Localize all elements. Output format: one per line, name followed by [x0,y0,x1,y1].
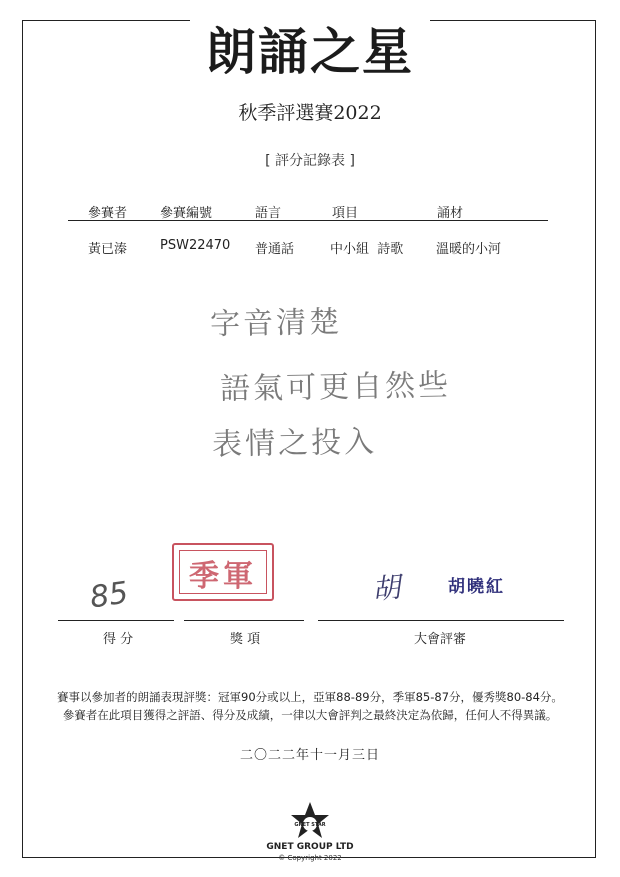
column-header-contestant: 參賽者 [88,206,128,221]
star-logo-icon [289,800,331,842]
contestant-name: 黃已溱 [88,242,128,257]
event-subtitle: 秋季評選賽2022 [238,102,382,124]
handwritten-score: 85 [87,575,131,616]
award-line [184,620,304,621]
category-value: 中小組 詩歌 [330,242,404,257]
company-name: GNET GROUP LTD [266,842,354,852]
judge-label: 大會評審 [414,632,467,647]
form-title: [ 評分記錄表 ] [265,153,355,169]
judge-name-seal: 胡曉紅 [448,577,505,597]
award-label: 獎 項 [230,632,261,647]
score-label: 得 分 [103,632,134,647]
issue-date: 二〇二二年十一月三日 [239,748,380,763]
language-value: 普通話 [255,242,295,257]
logo-text: GNET STAR [294,822,326,828]
column-header-material: 誦材 [437,206,464,221]
judge-line [318,620,564,621]
rules-line-2: 參賽者在此項目獲得之評語、得分及成績，一律以大會評判之最終決定為依歸，任何人不得異議。 [62,708,558,722]
judge-signature: 胡 [370,570,402,607]
judge-comment-1: 字音清楚 [209,304,343,343]
score-line [58,620,174,621]
brand-title: 朗誦之星 [206,22,414,81]
judge-comment-3: 表情之投入 [211,424,378,463]
judge-comment-2: 語氣可更自然些 [219,367,452,408]
award-stamp-text: 季軍 [189,559,257,594]
column-header-category: 項目 [332,206,359,221]
material-value: 溫暖的小河 [436,242,502,257]
rules-line-1: 賽事以參加者的朗誦表現評獎：冠軍90分或以上，亞軍88-89分，季軍85-87分，優秀獎80-84分。 [57,690,563,704]
column-header-language: 語言 [255,206,282,221]
award-stamp [172,543,274,601]
header-divider [68,220,548,221]
contestant-number: PSW22470 [160,238,231,253]
column-header-number: 參賽編號 [160,206,213,221]
copyright-text: © Copyright 2022 [278,854,342,862]
